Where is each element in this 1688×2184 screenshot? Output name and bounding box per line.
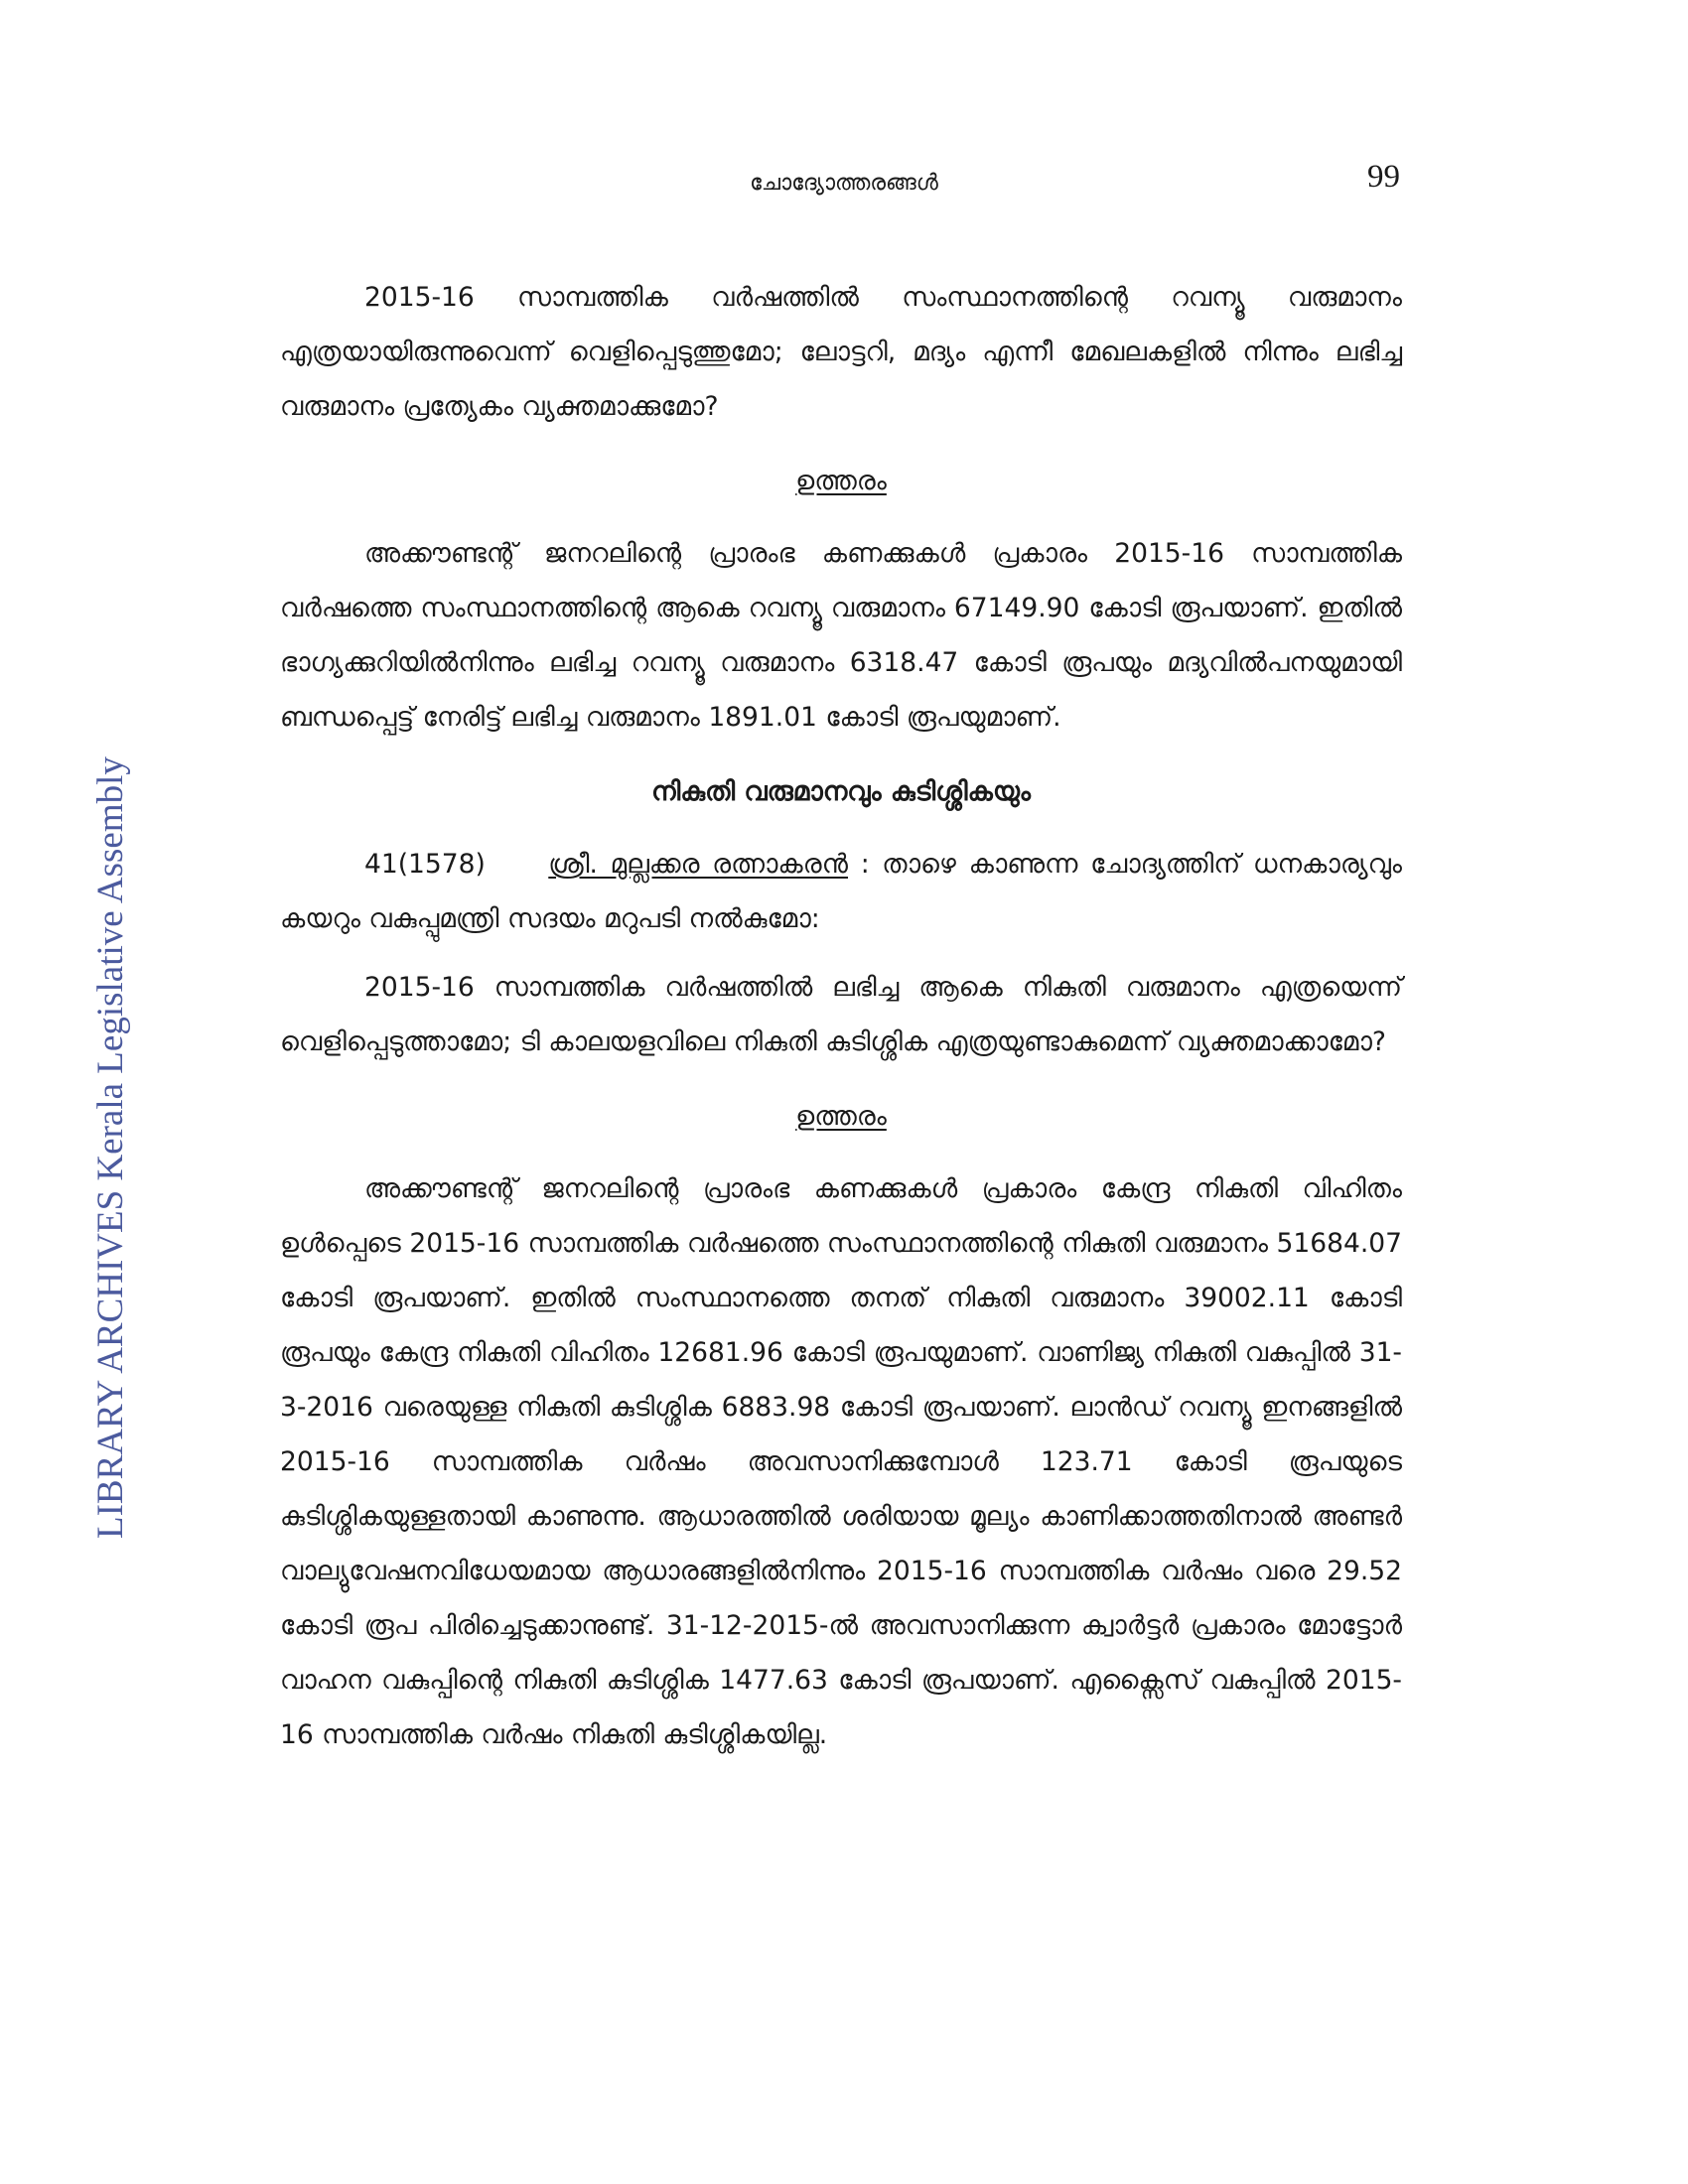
archive-watermark: LIBRARY ARCHIVES Kerala Legislative Assembly <box>90 756 131 1539</box>
answer-heading-1 <box>280 454 1402 508</box>
answer-heading-1-label: ഉത്തരം <box>795 466 887 496</box>
question-number: 41(1578) <box>364 849 486 880</box>
answer-2-text: അക്കൗണ്ടന്റ് ജനറലിന്റെ പ്രാരംഭ കണക്കുകൾ പ്രകാരം കേന്ദ്ര നികുതി വിഹിതം ഉൾപ്പെടെ 2015-16 സാമ്പത്തിക വർഷത്തെ സംസ്ഥാനത്തിന്റെ നികുതി വരുമാനം 51684.07 കോടി രൂപയാണ്. ഇതിൽ സംസ്ഥാനത്തെ തനത് നികുതി വരുമാനം 39002.11 കോടി രൂപയും കേന്ദ്ര നികുതി വിഹിതം 12681.96 കോടി രൂപയുമാണ്. വാണിജ്യ നികുതി വകുപ്പിൽ 31-3-2016 വരെയുള്ള നികുതി കുടിശ്ശിക 6883.98 കോടി രൂപയാണ്. ലാൻഡ് റവന്യൂ ഇനങ്ങളിൽ 2015-16 സാമ്പത്തിക വർഷം അവസാനിക്കുമ്പോൾ 123.71 കോടി രൂപയുടെ കുടിശ്ശികയുള്ളതായി കാണുന്നു. ആധാരത്തിൽ ശരിയായ മൂല്യം കാണിക്കാത്തതിനാൽ അണ്ടർ വാല്യുവേഷനവിധേയമായ ആധാരങ്ങളിൽനിന്നും 2015-16 സാമ്പത്തിക വർഷം വരെ 29.52 കോടി രൂപ പിരിച്ചെടുക്കാനുണ്ട്. 31-12-2015-ൽ അവസാനിക്കുന്ന ക്വാർട്ടർ പ്രകാരം മോട്ടോർ വാഹന വകുപ്പിന്റെ നികുതി കുടിശ്ശിക 1477.63 കോടി രൂപയാണ്. എക്സൈസ് വകുപ്പിൽ 2015-16 സാമ്പത്തിക വർഷം നികുതി കുടിശ്ശികയില്ല. <box>280 1173 1402 1750</box>
answer-1-text: അക്കൗണ്ടന്റ് ജനറലിന്റെ പ്രാരംഭ കണക്കുകൾ പ്രകാരം 2015-16 സാമ്പത്തിക വർഷത്തെ സംസ്ഥാനത്തിന്റെ ആകെ റവന്യൂ വരുമാനം 67149.90 കോടി രൂപയാണ്. ഇതിൽ ഭാഗ്യക്കുറിയിൽനിന്നും ലഭിച്ച റവന്യൂ വരുമാനം 6318.47 കോടി രൂപയും മദ്യവിൽപനയുമായി ബന്ധപ്പെട്ട് നേരിട്ട് ലഭിച്ച വരുമാനം 1891.01 കോടി രൂപയുമാണ്. <box>280 538 1402 733</box>
question-2-intro <box>280 837 1402 946</box>
page-content <box>280 270 1402 1762</box>
question-2-text: 2015-16 സാമ്പത്തിക വർഷത്തിൽ ലഭിച്ച ആകെ നികുതി വരുമാനം എത്രയെന്ന് വെളിപ്പെടുത്താമോ; ടി കാലയളവിലെ നികുതി കുടിശ്ശിക എത്രയുണ്ടാകുമെന്ന് വ്യക്തമാക്കാമോ? <box>280 972 1402 1057</box>
member-name: ശ്രീ. മുല്ലക്കര രത്നാകരൻ <box>548 849 848 880</box>
answer-heading-2 <box>280 1089 1402 1144</box>
answer-heading-2-label: ഉത്തരം <box>795 1101 887 1132</box>
question-intro-text: : താഴെ കാണുന്ന ചോദ്യത്തിന് ധനകാര്യവും കയറും വകുപ്പുമന്ത്രി സദയം മറുപടി നൽകുമോ: <box>280 849 1402 934</box>
question-1-text: 2015-16 സാമ്പത്തിക വർഷത്തിൽ സംസ്ഥാനത്തിന്റെ റവന്യൂ വരുമാനം എത്രയായിരുന്നുവെന്ന് വെളിപ്പെടുത്തുമോ; ലോട്ടറി, മദ്യം എന്നീ മേഖലകളിൽ നിന്നും ലഭിച്ച വരുമാനം പ്രത്യേകം വ്യക്തമാക്കുമോ? <box>280 282 1402 422</box>
section-title: നികുതി വരുമാനവും കുടിശ്ശികയും <box>650 776 1032 807</box>
page-header <box>0 159 1688 218</box>
page-number: 99 <box>1367 159 1400 195</box>
running-title: ചോദ്യോത്തരങ്ങൾ <box>750 171 938 196</box>
